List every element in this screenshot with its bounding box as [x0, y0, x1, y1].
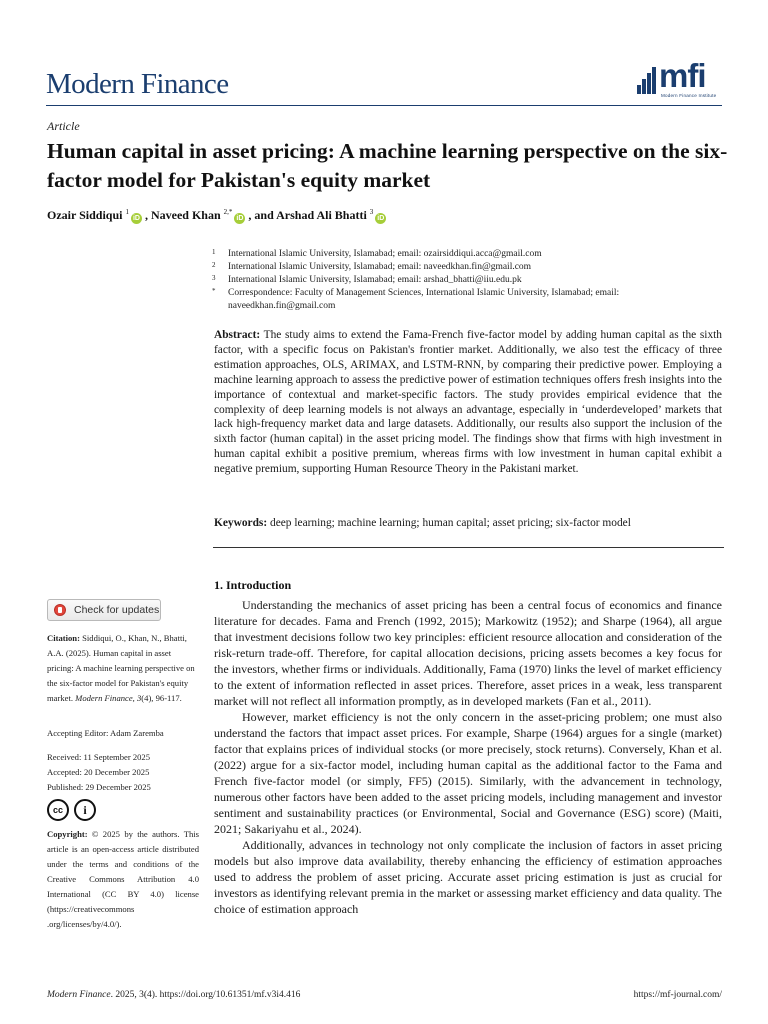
copyright-notice [47, 827, 199, 932]
orcid-icon[interactable]: iD [132, 215, 140, 222]
orcid-icon[interactable]: iD [377, 215, 385, 222]
journal-title: Modern Finance [46, 68, 229, 100]
header-divider [46, 105, 722, 106]
accepted-date: Accepted: 20 December 2025 [47, 767, 150, 777]
citation-text: Siddiqui, O., Khan, N., Bhatti, A.A. (2025). Human capital in asset pricing: A machine learning perspective on the six-factor model for Pakistan's equity market. [47, 633, 195, 703]
author-name[interactable]: Ozair Siddiqui [47, 208, 123, 222]
article-dates [47, 750, 199, 795]
orcid-icon[interactable]: iD [236, 215, 244, 222]
section-heading: 1. Introduction [214, 578, 292, 592]
footer-citation [47, 990, 300, 1000]
article-type: Article [47, 119, 80, 133]
bookmark-icon [54, 604, 66, 616]
bars-icon [637, 66, 659, 94]
keywords-label: Keywords: [214, 517, 268, 529]
author-list [47, 208, 389, 224]
logo-subtext: Modern Finance Institute [661, 93, 717, 98]
author-separator: , [144, 208, 151, 222]
affiliation-text: International Islamic University, Islamabad; email: arshad_bhatti@iiu.edu.pk [228, 275, 522, 285]
body-paragraph: However, market efficiency is not the only concern in the asset-pricing problem; one must also understand the factors that impact asset prices. For example, Sharpe (1964) argues for a single (market) factor that explains prices of individual stocks (or more precisely, stock returns). Conversely, Khan et al. (2022) argue for a six-factor model, including human capital as the additional factor to the Fama and French five-factor model (or simply, FF5) (2015). Similarly, with the advancement in technology, numerous other factors have been added to the asset pricing models, including management and investor sentiment and sustainability practices (or Environmental, Social and Governance (ESG) score) (Maiti, 2021; Sakariyahu et al., 2024). [214, 710, 722, 836]
author-affil-marker: 1 [125, 208, 129, 216]
cc-icon: cc [47, 799, 69, 821]
affiliation-number: 3 [212, 274, 216, 282]
accepting-editor: Accepting Editor: Adam Zaremba [47, 728, 164, 738]
affiliation-number: 1 [212, 248, 216, 256]
affiliation-text: International Islamic University, Islamabad; email: ozairsiddiqui.acca@gmail.com [228, 249, 542, 259]
citation-journal: Modern Finance, 3 [75, 693, 142, 703]
author-name[interactable]: Naveed Khan [150, 208, 221, 222]
footer-url[interactable]: https://mf-journal.com/ [633, 990, 722, 1000]
check-for-updates-button[interactable] [47, 599, 161, 621]
footer-doi[interactable]: . 2025, 3(4). https://doi.org/10.61351/mf.v3i4.416 [110, 990, 301, 1000]
footer-journal: Modern Finance [47, 990, 111, 1000]
copyright-label: Copyright: [47, 829, 88, 839]
abstract-text: The study aims to extend the Fama-French five-factor model by adding human capital as the sixth factor, with a specific focus on Pakistan's frontier market. Additionally, we also test the efficacy of three estimation approaches, OLS, ARIMAX, and LSTM-RNN, by comparing their predictive power. Employing a machine learning approach to assess the predictive power of estimation techniques offers fresh insights into the importance of contextual and market-specific factors. The study provides empirical evidence that the complexity of deep learning models is not always an advantage, especially in ‘underdeveloped’ markets that lack high-frequency market data and large datasets. Additionally, our results also support the inclusion of the sixth factor (human capital) in the asset pricing model. The findings show that firms with high investment in human capital exhibit a positive premium, whereas firms with low investment in human capital exhibit a negative premium, supporting Human Resource Theory in the Pakistani market. [214, 329, 722, 476]
correspondence-text: Correspondence: Faculty of Management Sciences, International Islamic University, Islamabad; email: naveedkhan.fin@gmail.com [228, 288, 620, 311]
creative-commons-badge[interactable] [47, 799, 107, 823]
published-date: Published: 29 December 2025 [47, 782, 151, 792]
citation-label: Citation: [47, 633, 80, 643]
affiliation-number: 2 [212, 261, 216, 269]
affiliation-item [212, 261, 712, 274]
affiliation-item [212, 248, 712, 261]
author-affil-marker: 3 [369, 208, 374, 216]
abstract-label: Abstract: [214, 329, 261, 341]
citation-tail: (4), 96-117. [141, 693, 182, 703]
copyright-text: © 2025 by the authors. This article is an open-access article distributed under the terms and conditions of the Creative Commons Attribution 4.0 International (CC BY 4.0) license (https://creativecommons .org/licenses/by/4.0/). [47, 829, 199, 929]
abstract-divider [213, 547, 724, 548]
keywords [214, 516, 722, 531]
abstract [214, 328, 722, 477]
affiliation-item [212, 287, 712, 313]
mfi-logo [637, 57, 725, 100]
attribution-icon: i [74, 799, 96, 821]
keywords-text: deep learning; machine learning; human capital; asset pricing; six-factor model [267, 517, 631, 529]
body-paragraph: Understanding the mechanics of asset pricing has been a central focus of economics and finance literature for decades. Fama and French (1992, 2015); Markowitz (1952); and Sharpe (1964), all argue that investment decisions follow two key principles: efficient resource allocation and consideration of the risk-return trade-off. Therefore, for capital allocation decisions, pricing assets becomes a key focus for the investors, whether firms or individuals. Additionally, Fama (1970) links the level of market efficiency to the extent of information reflected in asset prices. Therefore, asset prices in a weak, less transparent market will not reflect all information promptly, as in developed markets (Fan et al., 2011). [214, 598, 722, 708]
body-paragraph: Additionally, advances in technology not only complicate the inclusion of factors in asset pricing models but also improve data availability, thereby enhancing the efficiency of estimation approaches used to address the problem of asset pricing. Accurate asset pricing estimation is just as crucial for investors as identifying relevant premia in the market or assessing market efficiency and data quality. The choice of estimation approach [214, 838, 722, 916]
affiliations [212, 248, 712, 313]
logo-text: mfi [659, 57, 706, 94]
affiliation-item [212, 274, 712, 287]
paper-title: Human capital in asset pricing: A machine learning perspective on the six-factor model for Pakistan's equity market [47, 139, 728, 192]
author-name[interactable]: Arshad Ali Bhatti [276, 208, 367, 222]
affiliation-text: International Islamic University, Islamabad; email: naveedkhan.fin@gmail.com [228, 262, 532, 272]
affiliation-number: * [212, 287, 216, 295]
citation-block [47, 631, 199, 706]
author-affil-marker: 2,* [223, 208, 233, 216]
introduction-body [214, 597, 722, 917]
check-for-updates-label: Check for updates [74, 604, 160, 616]
received-date: Received: 11 September 2025 [47, 752, 151, 762]
author-separator: , and [248, 208, 277, 222]
